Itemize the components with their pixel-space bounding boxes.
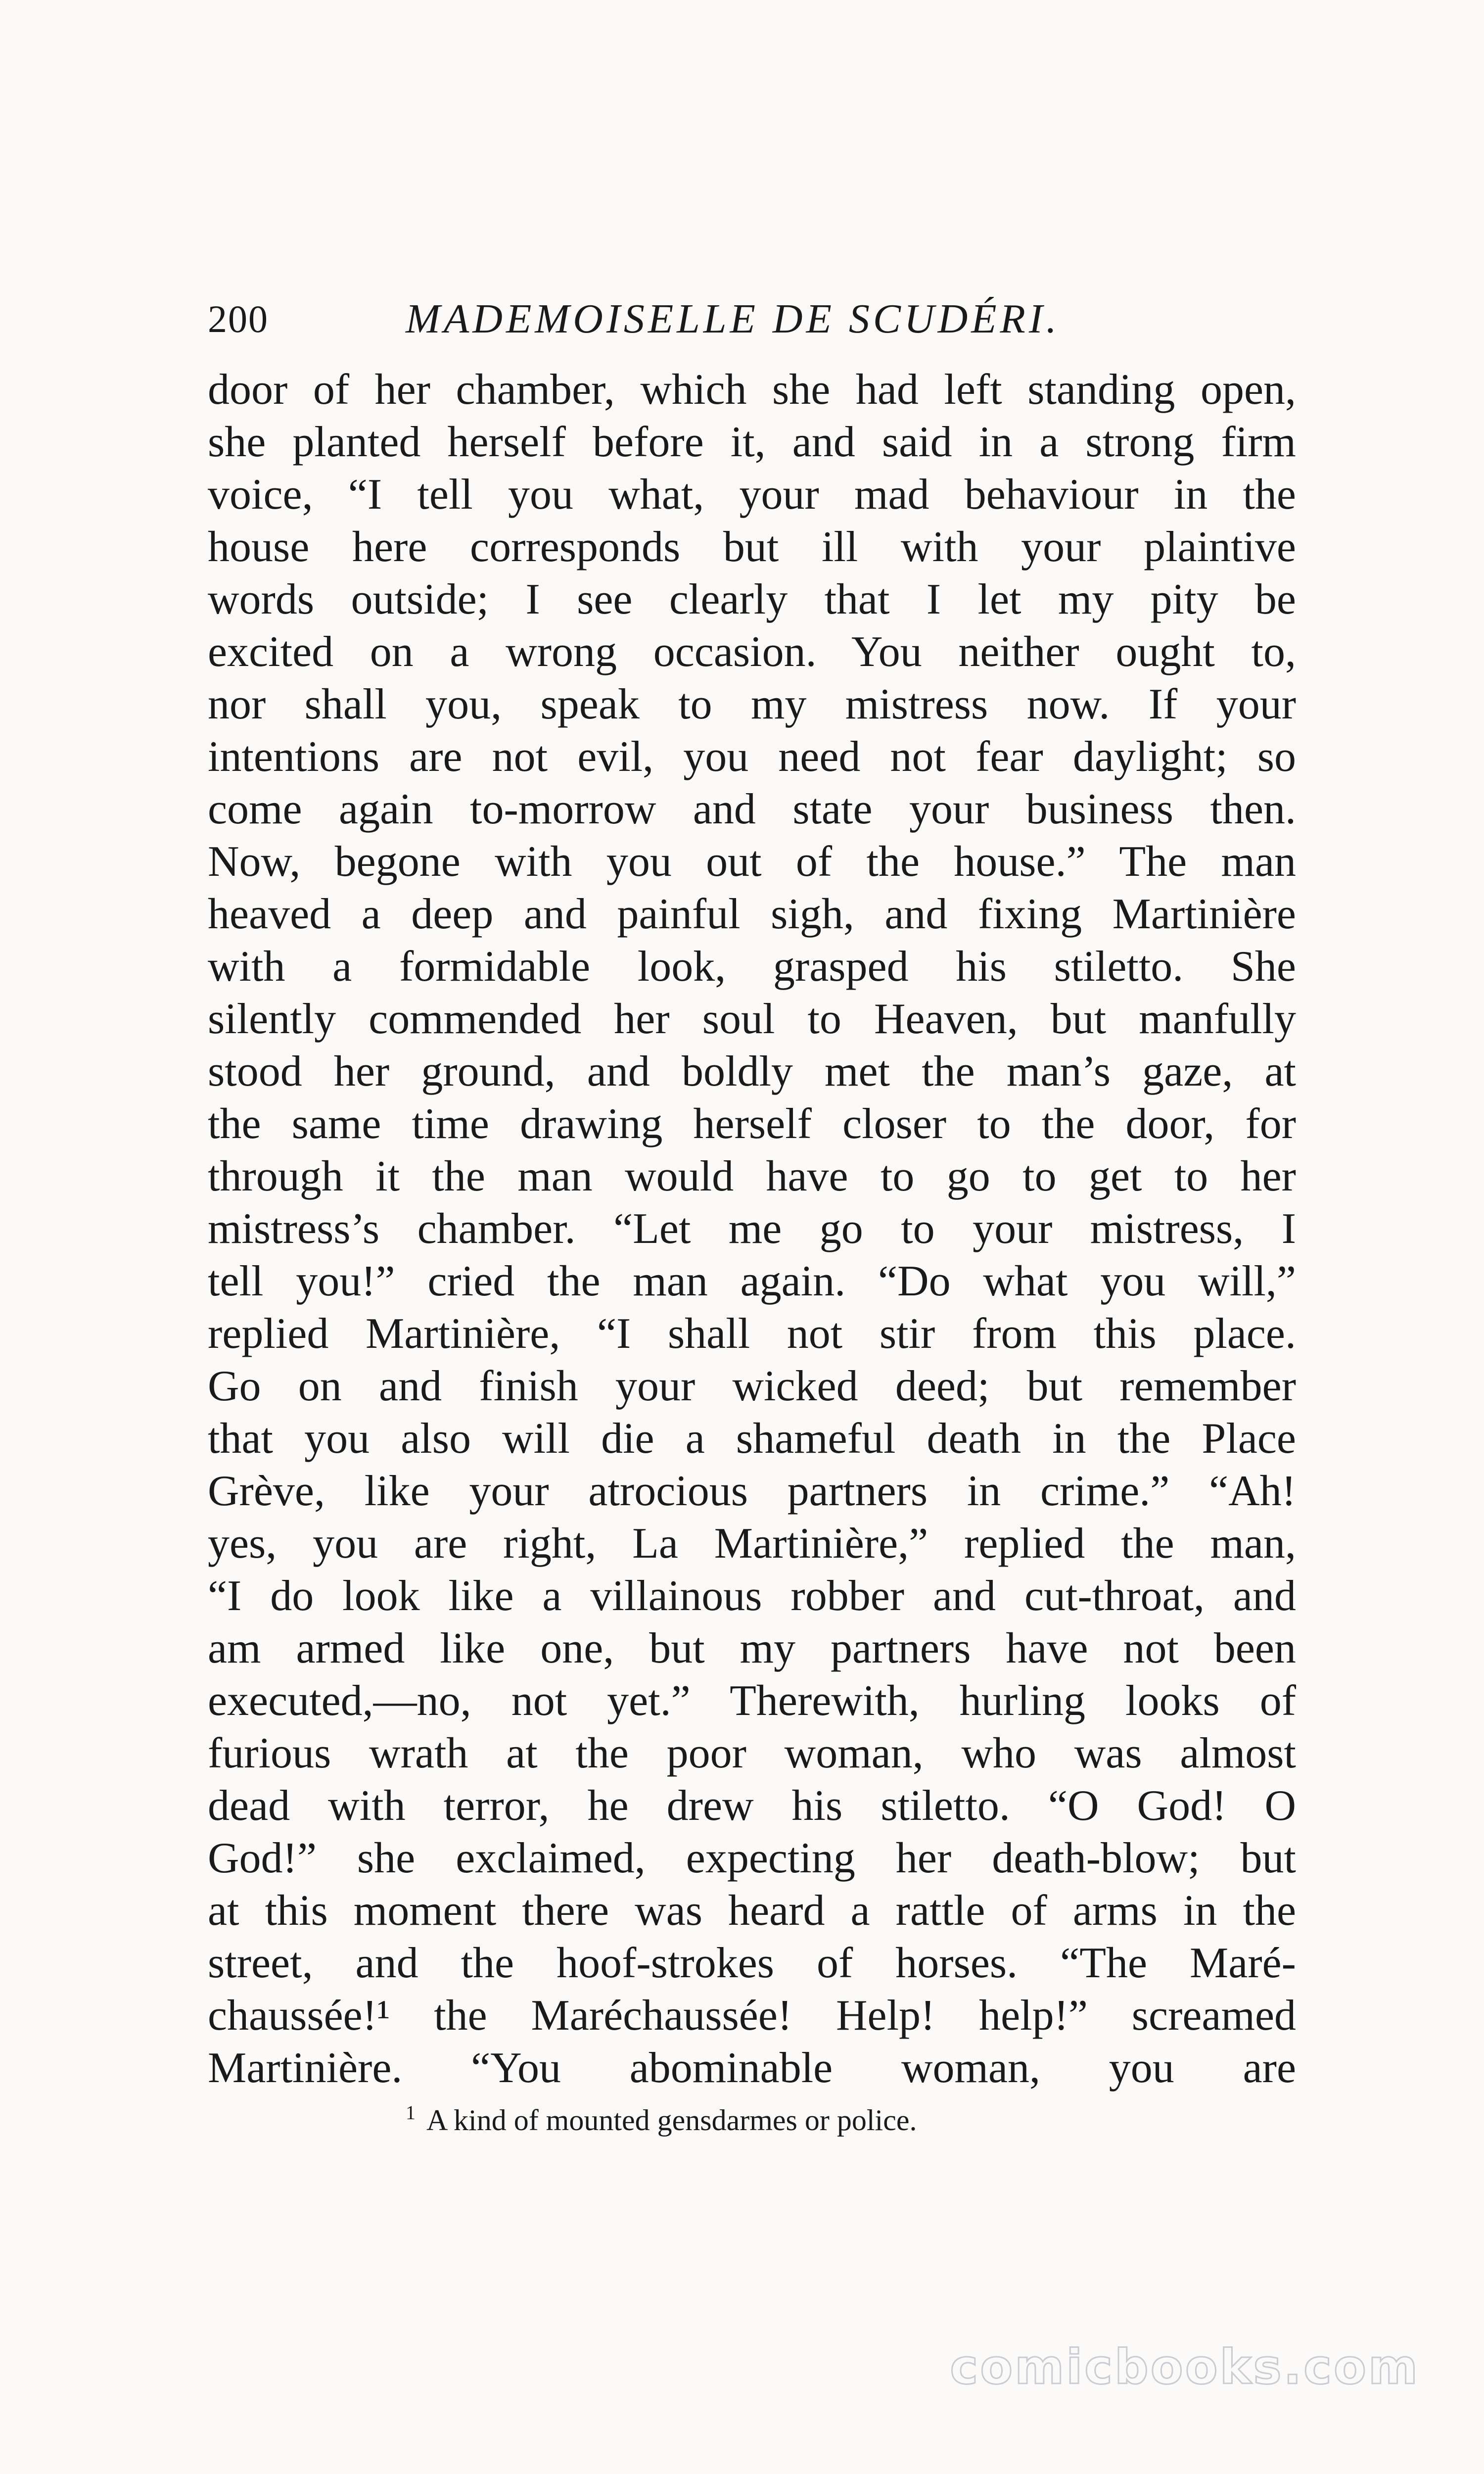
text-line: at this moment there was heard a rattle of arms in the xyxy=(208,1887,1296,1935)
text-line: house here corresponds but ill with your plaintive xyxy=(208,523,1296,571)
text-line: Now, begone with you out of the house.” The man xyxy=(208,838,1296,886)
running-title: MADEMOISELLE DE SCUDÉRI. xyxy=(406,296,1060,342)
text-line: through it the man would have to go to get to her xyxy=(208,1152,1296,1200)
text-line: yes, you are right, La Martinière,” replied the man, xyxy=(208,1520,1296,1568)
text-line: heaved a deep and painful sigh, and fixing Martinière xyxy=(208,890,1296,938)
text-line: am armed like one, but my partners have not been xyxy=(208,1624,1296,1672)
watermark: comicbooks.com xyxy=(950,2339,1420,2395)
text-line: words outside; I see clearly that I let my pity be xyxy=(208,575,1296,623)
running-head xyxy=(208,292,1316,346)
text-line: God!” she exclaimed, expecting her death-blow; but xyxy=(208,1834,1296,1882)
footnote-marker: 1 xyxy=(406,2101,416,2124)
text-line: Go on and finish your wicked deed; but remember xyxy=(208,1362,1296,1410)
text-line: excited on a wrong occasion. You neither ought to, xyxy=(208,628,1296,676)
text-line: nor shall you, speak to my mistress now. If your xyxy=(208,680,1296,728)
text-line: dead with terror, he drew his stiletto. “O God! O xyxy=(208,1782,1296,1830)
text-line: with a formidable look, grasped his stiletto. She xyxy=(208,943,1296,991)
text-line: intentions are not evil, you need not fear daylight; so xyxy=(208,733,1296,781)
text-line: mistress’s chamber. “Let me go to your mistress, I xyxy=(208,1205,1296,1253)
text-line: stood her ground, and boldly met the man’s gaze, at xyxy=(208,1047,1296,1095)
text-line: she planted herself before it, and said in a strong firm xyxy=(208,418,1296,466)
text-line: Martinière. “You abominable woman, you are xyxy=(208,2044,1296,2092)
text-line: furious wrath at the poor woman, who was almost xyxy=(208,1729,1296,1777)
text-line: door of her chamber, which she had left standing open, xyxy=(208,366,1296,414)
text-line: voice, “I tell you what, your mad behaviour in the xyxy=(208,471,1296,519)
text-line: replied Martinière, “I shall not stir from this place. xyxy=(208,1310,1296,1358)
body-text xyxy=(208,364,1296,2094)
text-line: executed,—no, not yet.” Therewith, hurling looks of xyxy=(208,1677,1296,1725)
text-line: silently commended her soul to Heaven, but manfully xyxy=(208,995,1296,1043)
text-line: “I do look like a villainous robber and cut-throat, and xyxy=(208,1572,1296,1620)
text-line: chaussée!¹ the Maréchaussée! Help! help!” screamed xyxy=(208,1992,1296,2040)
text-line: tell you!” cried the man again. “Do what you will,” xyxy=(208,1257,1296,1305)
footnote xyxy=(406,2093,917,2140)
footnote-text: A kind of mounted gensdarmes or police. xyxy=(426,2104,917,2137)
text-line: the same time drawing herself closer to the door, for xyxy=(208,1100,1296,1148)
text-line: street, and the hoof-strokes of horses. “The Maré- xyxy=(208,1939,1296,1987)
page-number: 200 xyxy=(208,297,269,340)
text-line: Grève, like your atrocious partners in crime.” “Ah! xyxy=(208,1467,1296,1515)
text-line: that you also will die a shameful death in the Place xyxy=(208,1415,1296,1463)
text-line: come again to-morrow and state your business then. xyxy=(208,785,1296,833)
